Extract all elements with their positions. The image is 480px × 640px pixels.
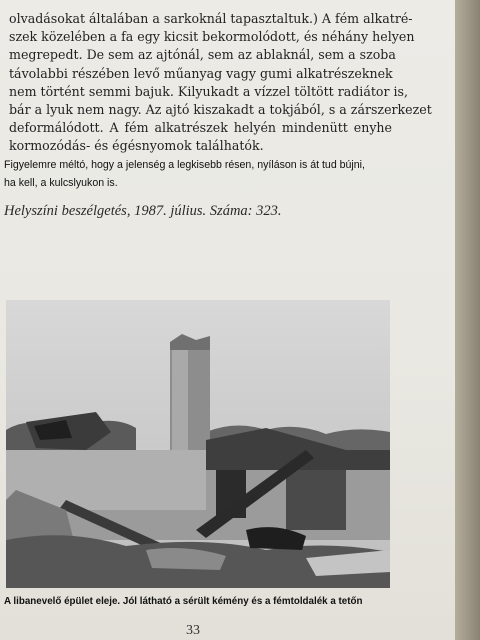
- page-number: 33: [186, 623, 200, 638]
- paragraph-line: szek közelében a fa egy kicsit bekormolódott, és néhány helyen: [9, 29, 415, 45]
- paragraph-line: nem történt semmi bajuk. Kilyukadt a vízzel töltött radiátor is,: [9, 83, 409, 99]
- adjacent-page-edge: [455, 0, 480, 640]
- paragraph-line: megrepedt. De sem az ajtónál, sem az ablaknál, sem a szoba: [9, 47, 396, 63]
- paragraph-line: távolabbi részében levő műanyag vagy gumi alkatrészeknek: [9, 65, 393, 81]
- note-line: Figyelemre méltó, hogy a jelenség a legkisebb résen, nyíláson is át tud bújni,: [4, 159, 365, 171]
- source-citation: Helyszíni beszélgetés, 1987. július. Száma: 323.: [4, 203, 282, 219]
- paragraph-line: kormozódás- és égésnyomok találhatók.: [9, 138, 264, 154]
- photo-ruined-building: [6, 300, 390, 588]
- paragraph-line: deformálódott. A fém alkatrészek helyén mindenütt enyhe: [9, 120, 392, 136]
- paragraph-line: bár a lyuk nem nagy. Az ajtó kiszakadt a tokjából, s a zárszerkezet: [9, 102, 432, 118]
- paragraph-line: olvadásokat általában a sarkoknál tapasztaltuk.) A fém alkatré-: [9, 11, 413, 26]
- remark-note: [4, 156, 392, 192]
- photo-caption: A libanevelő épület eleje. Jól látható a sérült kémény és a fémtoldalék a tetőn: [4, 596, 363, 607]
- body-paragraph: [9, 10, 432, 156]
- note-line: ha kell, a kulcslyukon is.: [4, 177, 118, 189]
- building-photo: [6, 300, 390, 588]
